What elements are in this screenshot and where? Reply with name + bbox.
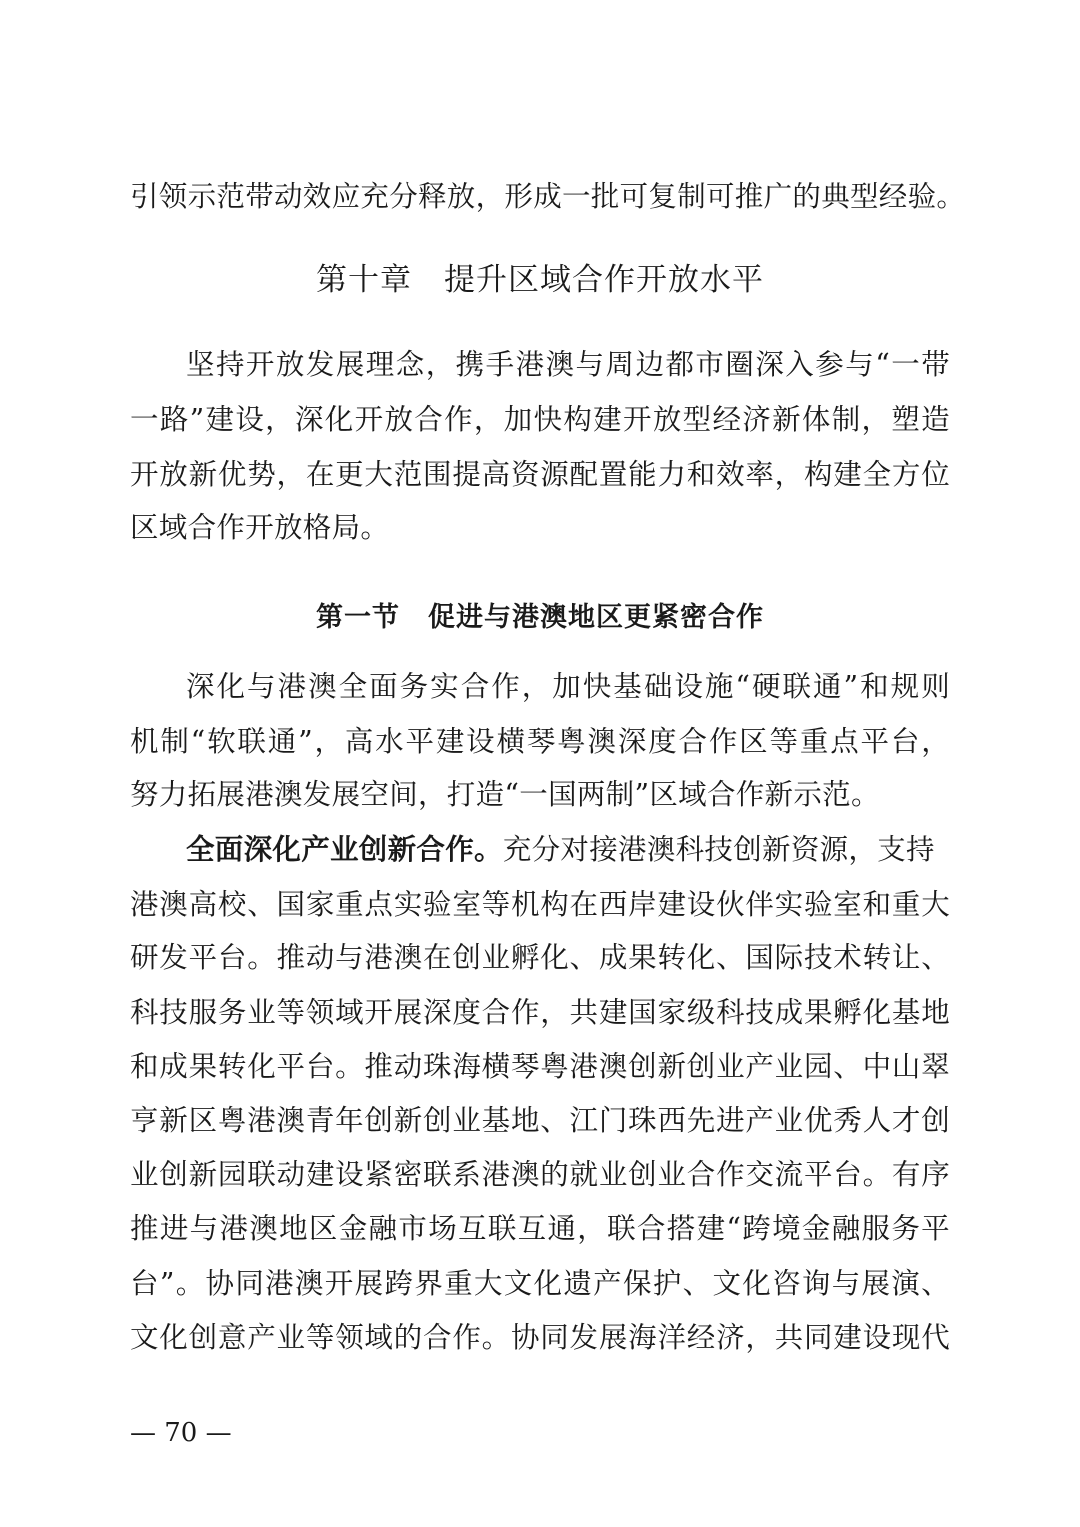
industry-paragraph-line-1 [186, 830, 950, 870]
section-title: 第一节 促进与港澳地区更紧密合作 [316, 602, 764, 633]
industry-first-line-text: 充分对接港澳科技创新资源，支持 [502, 833, 935, 866]
industry-paragraph-line-5: 和成果转化平台。推动珠海横琴粤港澳创新创业产业园、中山翠 [130, 1050, 950, 1083]
industry-paragraph-line-10: 文化创意产业等领域的合作。协同发展海洋经济，共同建设现代 [130, 1321, 950, 1354]
page-number: — 70 — [130, 1418, 232, 1448]
section-paragraph-line-3: 努力拓展港澳发展空间，打造“一国两制”区域合作新示范。 [130, 778, 880, 811]
chapter-paragraph-line-4: 区域合作开放格局。 [130, 511, 390, 544]
industry-paragraph-line-9: 台”。协同港澳开展跨界重大文化遗产保护、文化咨询与展演、 [130, 1267, 950, 1300]
industry-paragraph-line-8: 推进与港澳地区金融市场互联互通，联合搭建“跨境金融服务平 [130, 1212, 950, 1245]
chapter-title: 第十章 提升区域合作开放水平 [316, 262, 764, 298]
section-paragraph-line-2: 机制“软联通”，高水平建设横琴粤澳深度合作区等重点平台， [130, 725, 950, 758]
section-paragraph-line-1: 深化与港澳全面务实合作，加快基础设施“硬联通”和规则 [186, 670, 950, 703]
industry-paragraph-line-2: 港澳高校、国家重点实验室等机构在西岸建设伙伴实验室和重大 [130, 888, 950, 921]
industry-lead-heading: 全面深化产业创新合作。 [186, 833, 503, 866]
industry-paragraph-line-4: 科技服务业等领域开展深度合作，共建国家级科技成果孵化基地 [130, 996, 950, 1029]
industry-paragraph-line-3: 研发平台。推动与港澳在创业孵化、成果转化、国际技术转让、 [130, 941, 950, 974]
chapter-paragraph-line-2: 一路”建设，深化开放合作，加快构建开放型经济新体制，塑造 [130, 403, 950, 436]
intro-tail-line: 引领示范带动效应充分释放，形成一批可复制可推广的典型经验。 [130, 180, 966, 213]
industry-paragraph-line-6: 亨新区粤港澳青年创新创业基地、江门珠西先进产业优秀人才创 [130, 1104, 950, 1137]
industry-paragraph-line-7: 业创新园联动建设紧密联系港澳的就业创业合作交流平台。有序 [130, 1158, 950, 1191]
chapter-paragraph-line-3: 开放新优势，在更大范围提高资源配置能力和效率，构建全方位 [130, 458, 950, 491]
chapter-paragraph-line-1: 坚持开放发展理念，携手港澳与周边都市圈深入参与“一带 [186, 348, 950, 381]
